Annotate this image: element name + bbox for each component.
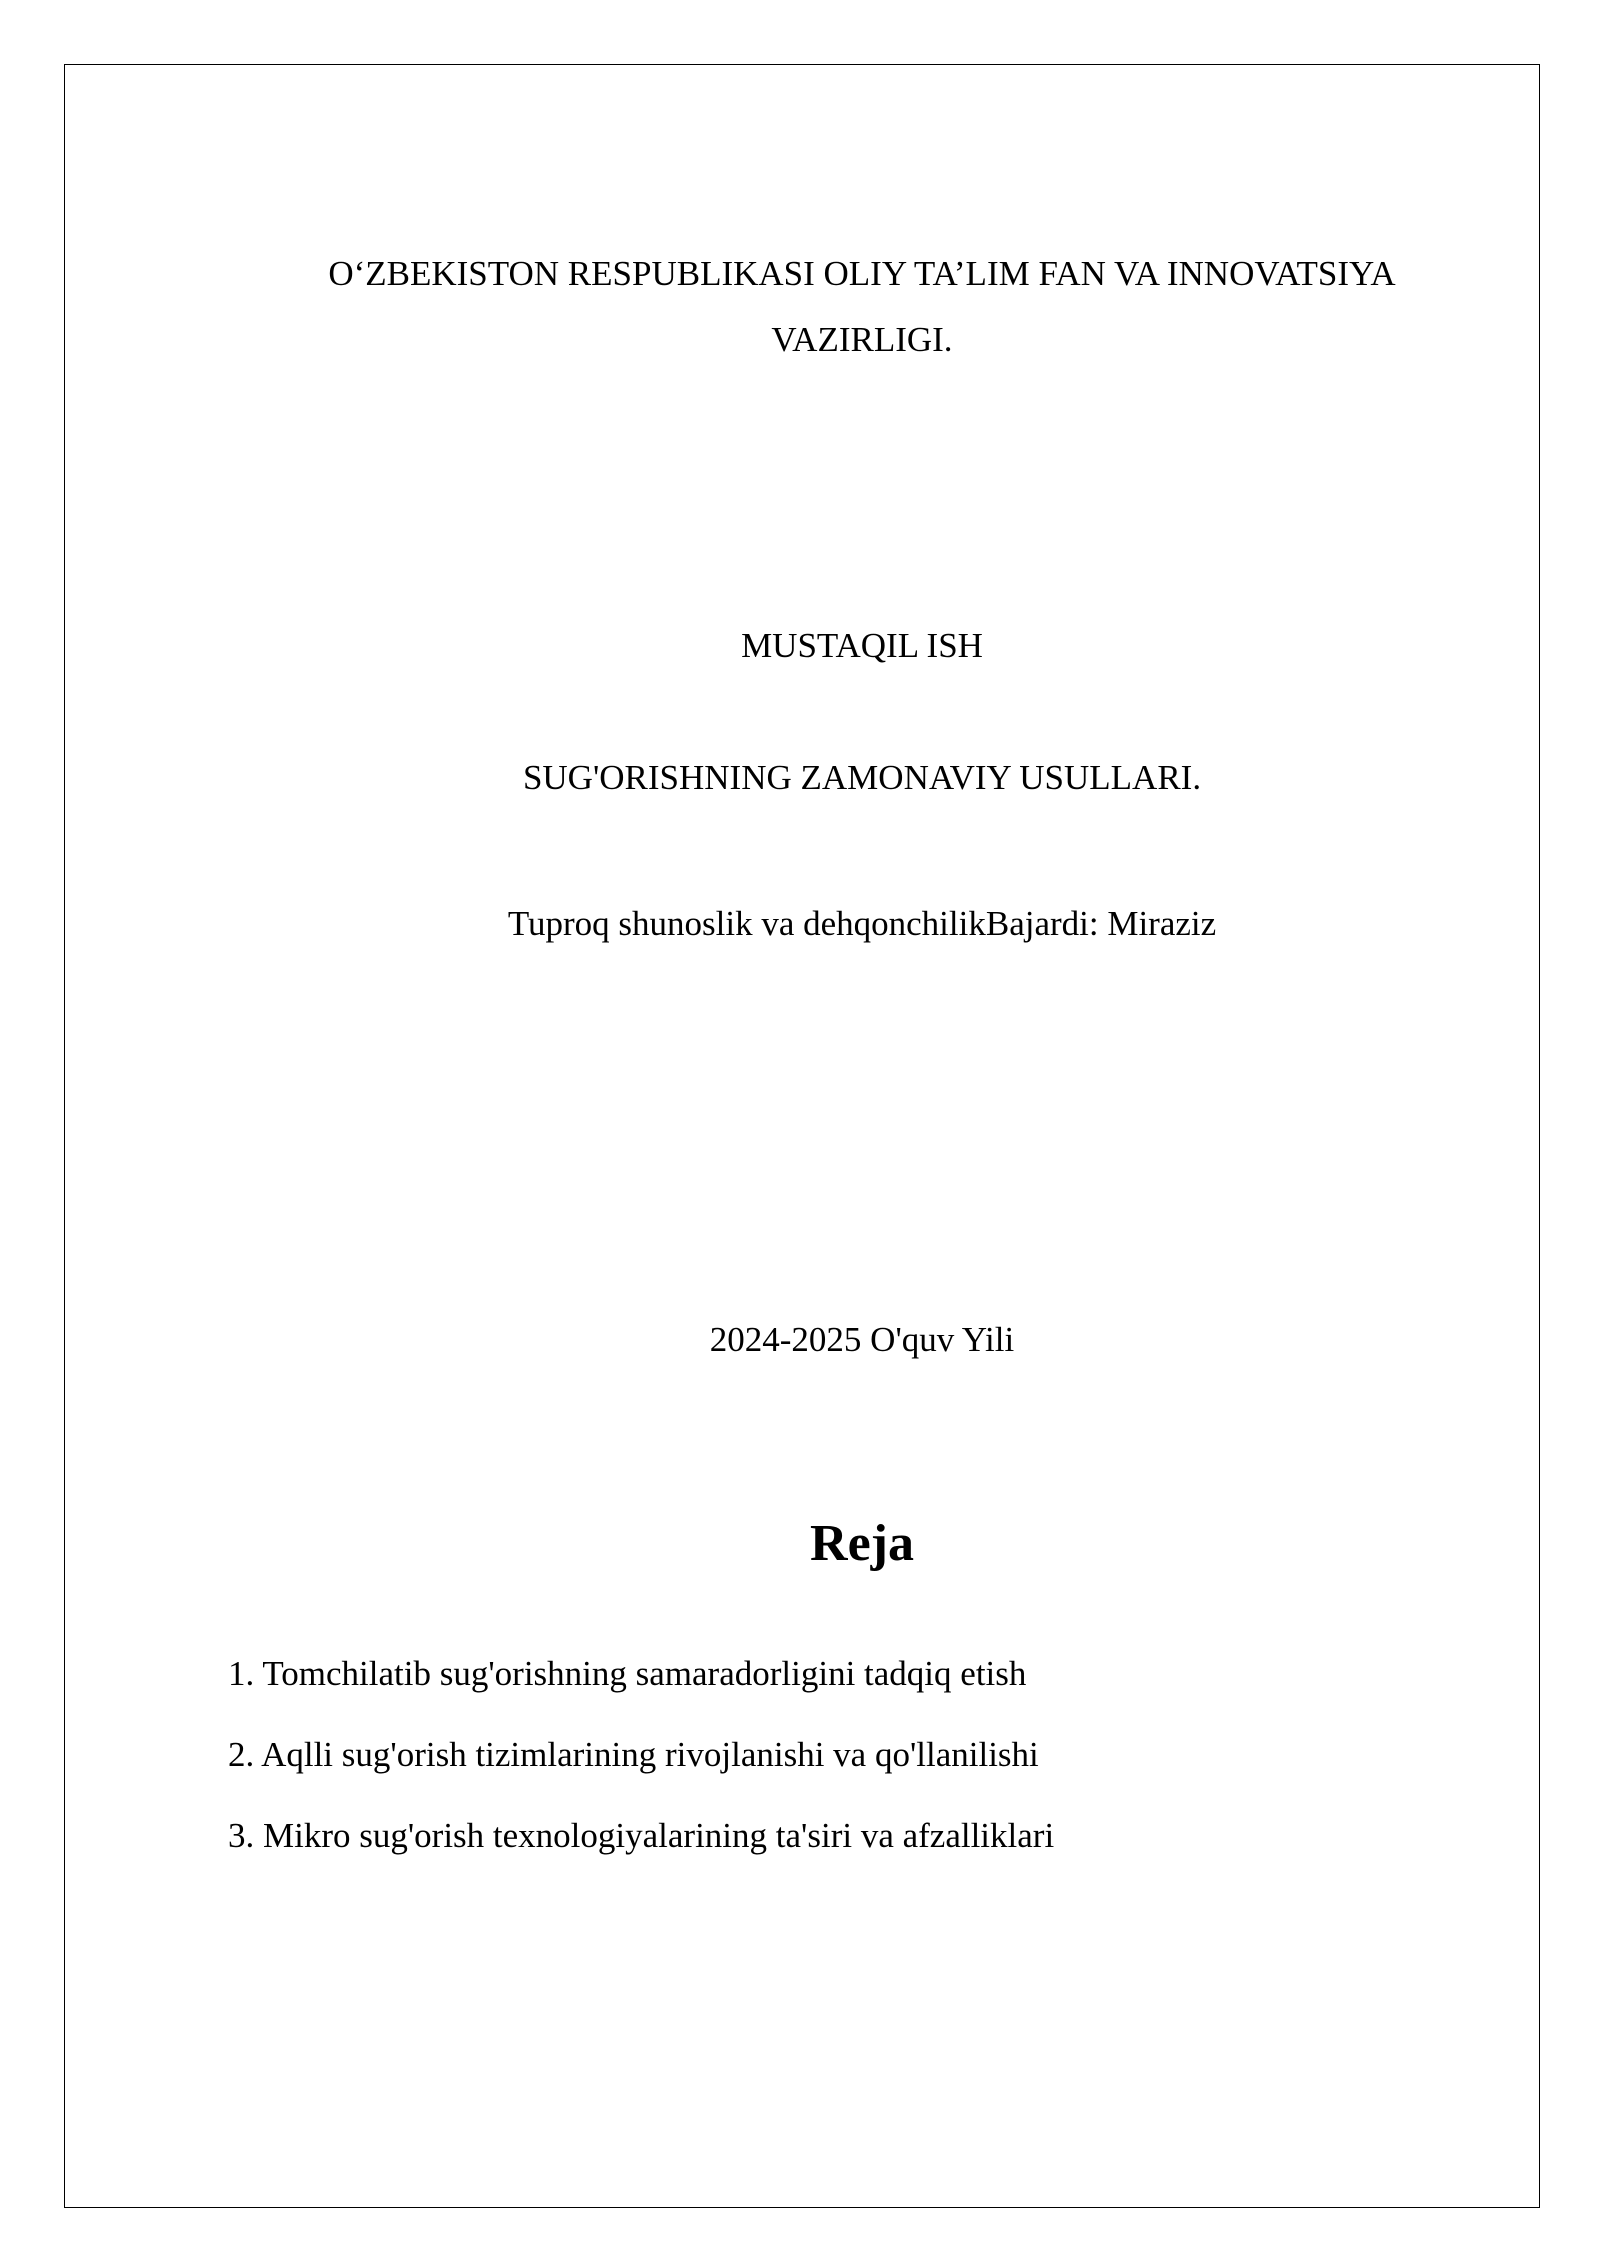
topic-title: SUG'ORISHNING ZAMONAVIY USULLARI. <box>522 758 1202 797</box>
plan-list <box>228 1652 1054 1895</box>
academic-year: 2024-2025 O'quv Yili <box>709 1320 1015 1359</box>
plan-item-3: 3. Mikro sug'orish texnologiyalarining ta'siri va afzalliklari <box>228 1816 1055 1855</box>
work-type: MUSTAQIL ISH <box>741 626 983 665</box>
ministry-line-1: O‘ZBEKISTON RESPUBLIKASI OLIY TA’LIM FAN VA INNOVATSIYA <box>328 254 1396 293</box>
plan-item-1: 1. Tomchilatib sug'orishning samaradorligini tadqiq etish <box>228 1654 1027 1693</box>
ministry-line-2: VAZIRLIGI. <box>771 320 953 359</box>
subject-author: Tuproq shunoslik va dehqonchilikBajardi: Miraziz <box>507 904 1217 943</box>
plan-item-2: 2. Aqlli sug'orish tizimlarining rivojlanishi va qo'llanilishi <box>228 1735 1039 1774</box>
plan-title: Reja <box>810 1515 914 1572</box>
